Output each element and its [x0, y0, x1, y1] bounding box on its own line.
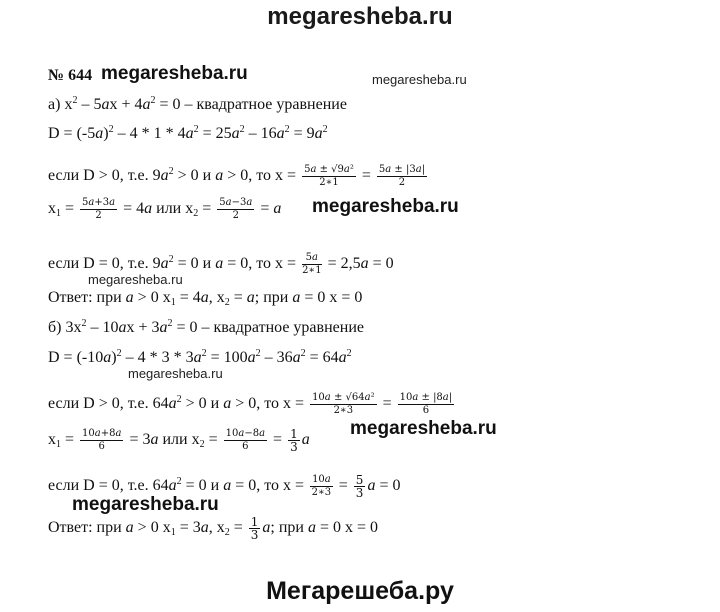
part-b-equation: б) $3x^2 - 10ax + 3a^2 = 0$ – квадратное уравнение [48, 318, 364, 336]
watermark-header-bold: megaresheba.ru [101, 63, 248, 84]
word-and: и [210, 477, 220, 495]
quadratic-label-b: – квадратное уравнение [201, 319, 364, 336]
watermark-mid-bold-2: megaresheba.ru [350, 418, 497, 439]
fraction: $\frac{\text{5a ± √9a²}}{2∗1}$ [304, 164, 354, 188]
fraction: $\frac{5a \pm |3a|}{2}$ [378, 164, 426, 188]
watermark-low-bold: megaresheba.ru [72, 494, 219, 515]
part-b-discriminant: $D = (-10a)^2 - 4 * 3 * 3a^2 = 100a^2 - 36a^2 = 64a^2$ [48, 348, 352, 366]
word-if: если [48, 255, 80, 273]
part-a-equation: а) $x^2 - 5ax + 4a^2 = 0$ – квадратное уравнение [48, 95, 347, 113]
word-if: если [48, 477, 80, 495]
word-then: то [256, 167, 272, 185]
part-b-case-positive: если D > 0, т.е. $64a^2 > 0$ и a > 0, то x = $\frac{\text{10a ± √64a²}}{2∗3}$ = $\frac{10a \pm |8a|}{6}$ [48, 392, 453, 416]
part-a-discriminant: $D = (-5a)^2 - 4 * 1 * 4a^2 = 25a^2 - 16a^2 = 9a^2$ [48, 124, 328, 142]
watermark-mid-bold-1: megaresheba.ru [312, 196, 459, 217]
watermark-mid-small-2: megaresheba.ru [128, 366, 223, 381]
word-ie: т.е. [127, 167, 149, 185]
word-ie: т.е. [127, 477, 149, 495]
word-ie: т.е. [127, 395, 149, 413]
fraction: $\frac{10a}{2∗3}$ [311, 474, 332, 498]
fraction: $\frac{\text{10a ± √64a²}}{2∗3}$ [312, 392, 375, 416]
fraction: $\frac{5a-3a}{2}$ [219, 197, 253, 221]
word-then: то [264, 395, 280, 413]
fraction: $\frac{10a+8a}{6}$ [82, 428, 122, 452]
problem-number: № 644 [48, 67, 93, 84]
fraction: $\frac{10a \pm |8a|}{6}$ [399, 392, 453, 416]
watermark-header-small: megaresheba.ru [372, 72, 467, 87]
word-and: и [202, 255, 212, 273]
watermark-top: megaresheba.ru [267, 3, 453, 30]
fraction: $\frac{5a+3a}{2}$ [82, 197, 116, 221]
part-a-roots: $x_1$ = $\frac{5a+3a}{2}$ = 4a или $x_2$ = $\frac{5a-3a}{2}$ = a [48, 197, 282, 221]
word-ie: т.е. [127, 255, 149, 273]
part-a-case-positive: если D > 0, т.е. $9a^2 > 0$ и a > 0, то x = $\frac{\text{5a ± √9a²}}{2∗1}$ = $\frac{5a \pm |3a|}{2}$ [48, 164, 426, 188]
word-and: и [210, 395, 220, 413]
fraction: $\frac{5a}{2∗1}$ [302, 252, 322, 276]
word-if: если [48, 167, 80, 185]
fraction: $\frac{1}{3}$ [250, 515, 259, 542]
part-a-answer: Ответ: при a > 0 $x_1 = 4a$, $x_2 = a$; при a = 0 x = 0 [48, 289, 363, 308]
fraction: $\frac{1}{3}$ [290, 427, 298, 454]
part-b-answer: Ответ: при a > 0 $x_1 = 3a$, $x_2$ = $\frac{1}{3}$ a; при a = 0 x = 0 [48, 515, 379, 542]
part-b-roots: $x_1$ = $\frac{10a+8a}{6}$ = 3a или $x_2$ = $\frac{10a-8a}{6}$ = $\frac{1}{3}$ a [48, 427, 310, 454]
part-a-label: а) [48, 96, 61, 113]
part-b-case-zero: если D = 0, т.е. $64a^2 = 0$ и a = 0, то x = $\frac{10a}{2∗3}$ = $\frac{5}{3}$ a = 0 [48, 473, 401, 500]
word-if: если [48, 395, 80, 413]
fraction: $\frac{10a-8a}{6}$ [225, 428, 266, 452]
word-then: то [256, 255, 272, 273]
word-or: или [156, 200, 182, 218]
watermark-mid-small-1: megaresheba.ru [88, 272, 183, 287]
fraction: $\frac{5}{3}$ [355, 473, 364, 500]
word-or: или [162, 431, 188, 449]
watermark-bottom: Мегарешеба.ру [266, 577, 454, 605]
part-b-label: б) [48, 319, 62, 336]
problem-header [48, 66, 92, 86]
word-and: и [202, 167, 212, 185]
answer-label-b: Ответ: при [48, 519, 122, 537]
quadratic-label-a: – квадратное уравнение [184, 96, 347, 113]
part-a-case-zero: если D = 0, т.е. $9a^2 = 0$ и a = 0, то x = $\frac{5a}{2∗1}$ = 2,5a = 0 [48, 252, 394, 276]
answer-label-a: Ответ: при [48, 289, 122, 306]
word-then: то [264, 477, 280, 495]
